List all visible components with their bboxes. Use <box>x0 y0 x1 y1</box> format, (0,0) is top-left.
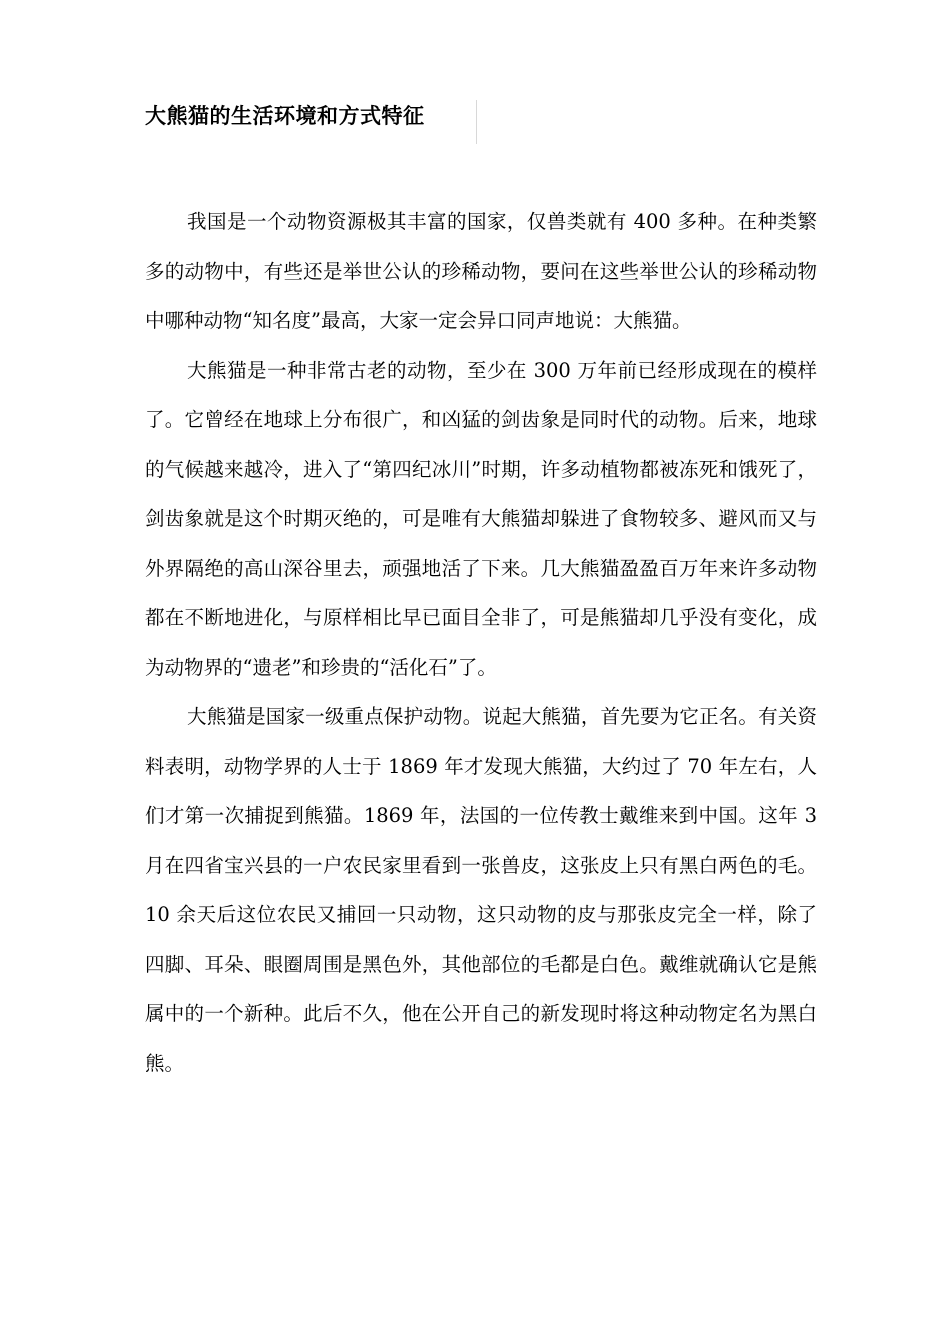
text-cursor-marker <box>476 100 477 144</box>
paragraph-1: 我国是一个动物资源极其丰富的国家，仅兽类就有 400 多种。在种类繁多的动物中，有些还是举世公认的珍稀动物，要问在这些举世公认的珍稀动物中哪种动物“知名度”最高，大家一定会异口同声地说：大熊猫。 <box>145 210 817 332</box>
document-body <box>145 197 817 1088</box>
paragraph-3: 大熊猫是国家一级重点保护动物。说起大熊猫，首先要为它正名。有关资料表明，动物学界的人士于 1869 年才发现大熊猫，大约过了 70 年左右，人们才第一次捕捉到熊猫。1869 年，法国的一位传教士戴维来到中国。这年 3 月在四省宝兴县的一户农民家里看到一张兽皮，这张皮上只有黑白两色的毛。10 余天后这位农民又捕回一只动物，这只动物的皮与那张皮完全一样，除了四脚、耳朵、眼圈周围是黑色外，其他部位的毛都是白色。戴维就确认它是熊属中的一个新种。此后不久，他在公开自己的新发现时将这种动物定名为黑白熊。 <box>145 705 817 1075</box>
paragraph-2: 大熊猫是一种非常古老的动物，至少在 300 万年前已经形成现在的模样了。它曾经在地球上分布很广，和凶猛的剑齿象是同时代的动物。后来，地球的气候越来越冷，进入了“第四纪冰川”时期，许多动植物都被冻死和饿死了，剑齿象就是这个时期灭绝的，可是唯有大熊猫却躲进了食物较多、避风而又与外界隔绝的高山深谷里去，顽强地活了下来。几大熊猫盈盈百万年来许多动物都在不断地进化，与原样相比早已面目全非了，可是熊猫却几乎没有变化，成为动物界的“遗老”和珍贵的“活化石”了。 <box>145 358 817 679</box>
document-title: 大熊猫的生活环境和方式特征 <box>145 104 425 128</box>
